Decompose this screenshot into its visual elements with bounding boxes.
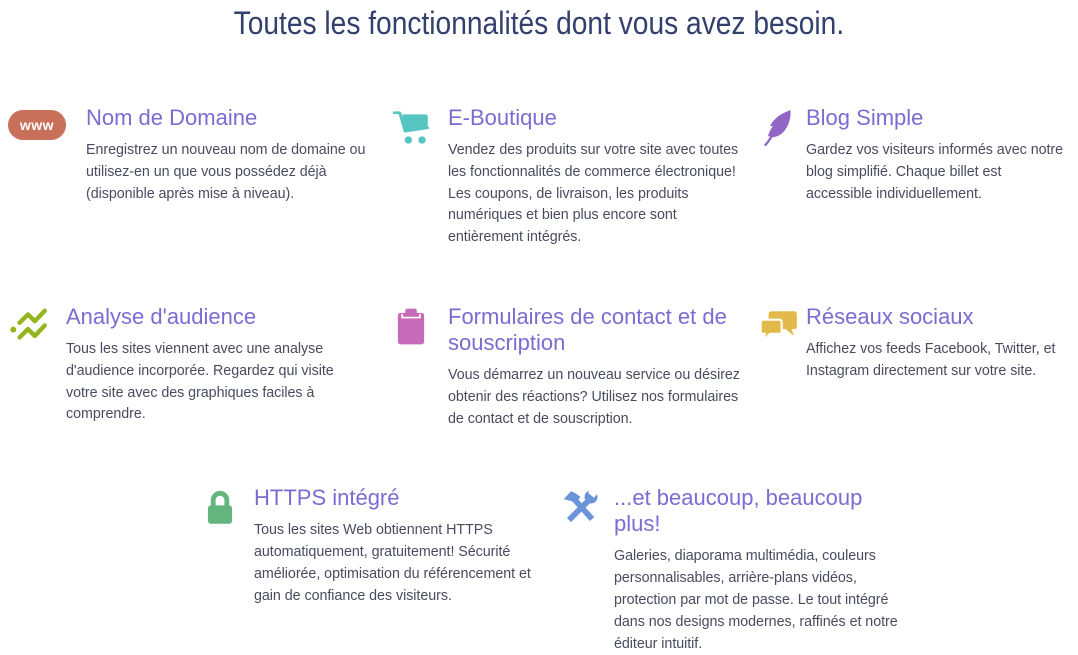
feature-eboutique-description: Vendez des produits sur votre site avec toutes les fonctionnalités de commerce électronique! Les coupons, de livraison, les produits numériques et bien plus encore sont entièrement intégrés. [448, 142, 739, 246]
feather-icon [757, 107, 799, 149]
lock-icon [199, 487, 241, 529]
feature-https-description: Tous les sites Web obtiennent HTTPS automatiquement, gratuitement! Sécurité améliorée, optimisation du référencement et gain de confiance des visiteurs. [254, 522, 531, 604]
feature-eboutique-text [448, 105, 757, 249]
feature-https [179, 485, 539, 655]
feature-more-title: ...et beaucoup, beaucoup plus! [614, 485, 863, 537]
features-grid [0, 105, 1078, 430]
chat-bubbles-icon [757, 306, 799, 348]
feature-blog-title: Blog Simple [806, 105, 924, 130]
feature-forms-description: Vous démarrez un nouveau service ou désirez obtenir des réactions? Utilisez nos formulaires de contact et de souscription. [448, 366, 740, 427]
clipboard-icon [390, 306, 432, 348]
feature-social-title: Réseaux sociaux [806, 303, 974, 329]
feature-analytics [8, 304, 390, 430]
feature-domain-title: Nom de Domaine [86, 105, 258, 130]
feature-https-title: HTTPS intégré [254, 485, 400, 511]
feature-social-iconbox [757, 304, 806, 348]
feature-blog-description: Gardez vos visiteurs informés avec notre blog simplifié. Chaque billet est accessible individuellement. [806, 142, 1064, 202]
feature-https-text [254, 485, 539, 607]
feature-https-iconbox [199, 485, 254, 529]
feature-analytics-title: Analyse d'audience [66, 303, 257, 329]
feature-domain-text [86, 105, 390, 205]
feature-forms-text [448, 304, 757, 430]
feature-social [757, 304, 1070, 430]
feature-social-description: Affichez vos feeds Facebook, Twitter, et Instagram directement sur votre site. [806, 340, 1056, 379]
feature-more [539, 485, 899, 655]
feature-eboutique [390, 105, 757, 249]
feature-analytics-iconbox [8, 304, 66, 348]
feature-more-text [614, 485, 899, 655]
feature-analytics-description: Tous les sites viennent avec une analyse d'audience incorporée. Regardez qui visite votre site avec des graphiques faciles à comprendre. [66, 340, 334, 423]
feature-domain-iconbox [8, 105, 86, 140]
feature-more-iconbox [559, 485, 614, 529]
feature-social-text [806, 304, 1070, 383]
features-bottom-row [0, 485, 1078, 655]
line-chart-icon [8, 306, 50, 348]
feature-forms-title: Formulaires de contact et de souscription [448, 303, 727, 355]
feature-forms [390, 304, 757, 430]
section-title-text: Toutes les fonctionnalités dont vous avez besoin. [233, 5, 845, 41]
feature-domain [8, 105, 390, 249]
feature-eboutique-iconbox [390, 105, 448, 149]
feature-more-description: Galeries, diaporama multimédia, couleurs personnalisables, arrière-plans vidéos, protection par mot de passe. Le tout intégré dans nos designs modernes, raffinés et notre éditeur intuitif. [614, 548, 898, 652]
feature-blog-text [806, 105, 1070, 205]
www-badge-icon: www [8, 110, 66, 140]
feature-eboutique-title: E-Boutique [448, 105, 557, 130]
tools-icon [559, 487, 601, 529]
feature-analytics-text [66, 304, 378, 426]
feature-forms-iconbox [390, 304, 448, 348]
feature-blog [757, 105, 1070, 249]
section-title [0, 5, 1078, 41]
feature-blog-iconbox [757, 105, 806, 149]
shopping-cart-icon [390, 107, 432, 149]
feature-domain-description: Enregistrez un nouveau nom de domaine ou utilisez-en un que vous possédez déjà (disponible après mise à niveau). [86, 142, 366, 202]
